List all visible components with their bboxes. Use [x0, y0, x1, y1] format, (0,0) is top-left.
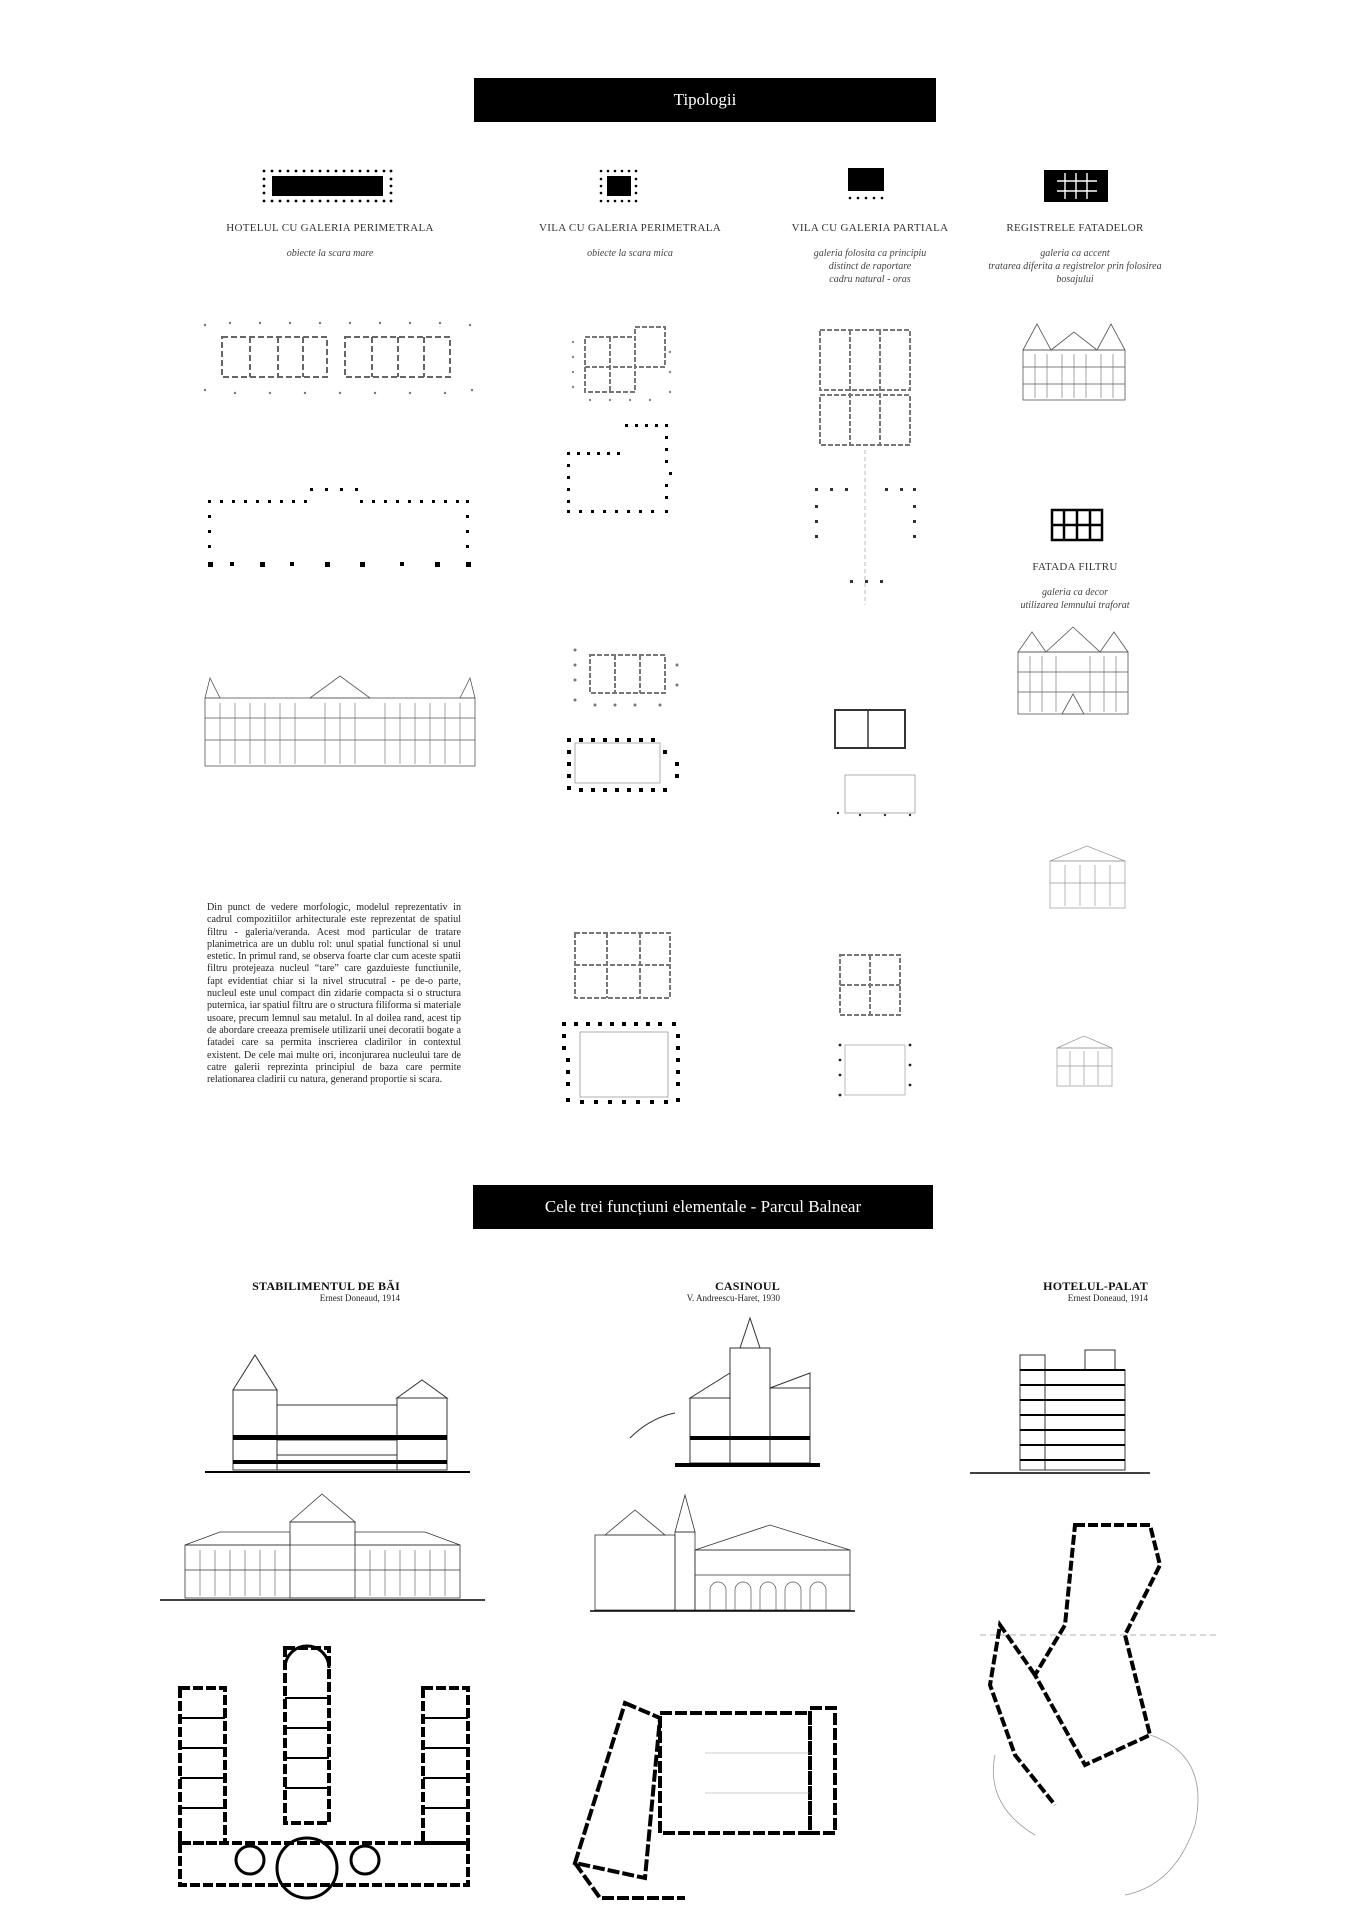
column-title-hotel: HOTELUL CU GALERIA PERIMETRALA: [226, 222, 434, 234]
villa-gallery-diagram-3: [560, 1020, 685, 1105]
facade-filter-icon: [1050, 508, 1104, 542]
column-title-villa-perimetral: VILA CU GALERIA PERIMETRALA: [539, 222, 721, 234]
building-author-casino: V. Andreescu-Haret, 1930: [686, 1293, 780, 1303]
building-author-hotel-palace: Ernest Doneaud, 1914: [1067, 1293, 1148, 1303]
section-title-functions: Cele trei funcțiuni elementale - Parcul Balnear: [473, 1185, 933, 1229]
casino-floor-plan: [565, 1693, 850, 1908]
column-subtitle-villa-partial-1: galeria folosita ca principiu: [813, 248, 927, 259]
villa-plan-3: [560, 925, 685, 1010]
column-subtitle-facade-1: galeria ca accent: [1040, 248, 1110, 259]
villa-facade-elevation-4: [1052, 1033, 1117, 1088]
column-subtitle-facade-2: tratarea diferita a registrelor prin folosirea: [988, 261, 1162, 272]
column-title-facade-registers: REGISTRELE FATADELOR: [1006, 222, 1144, 234]
villa-gallery-diagram-1: [565, 422, 675, 517]
building-author-baths: Ernest Doneaud, 1914: [319, 1293, 400, 1303]
section-title-tipologii: Tipologii: [474, 78, 936, 122]
column-subtitle-hotel: obiecte la scara mare: [286, 248, 374, 259]
column-title-villa-partial: VILA CU GALERIA PARTIALA: [791, 222, 949, 234]
column-subtitle-villa-partial-2: distinct de raportare: [828, 261, 912, 272]
hotel-palace-floor-plan: [975, 1505, 1225, 1905]
facade-filter-title: FATADA FILTRU: [1032, 561, 1118, 573]
villa-facade-elevation-3: [1045, 843, 1130, 911]
casino-elevation: [590, 1490, 855, 1615]
hotel-facade-elevation: [200, 668, 480, 768]
column-subtitle-villa-partial-3: cadru natural - oras: [829, 274, 911, 285]
villa-gallery-diagram-2: [565, 733, 685, 798]
baths-section: [205, 1350, 470, 1480]
building-title-baths: STABILIMENTUL DE BĂI: [252, 1279, 400, 1293]
morphology-paragraph: Din punct de vedere morfologic, modelul reprezentativ in cadrul compozitiilor arhitecturale este reprezentat de spatiul filtru - galeria/veranda. Acest mod particular de tratare planimetrica are un dublu rol: unul spatial functional si unul estetic. In primul rand, se observa foarte clar cum aceste spatii filtru protejeaza nucleul “tare” care gazduieste functiunile, fapt evidentiat chiar si la nivel strucutral - pe de-o parte, nucleul este unul compact din zidarie compacta si o structura puternica, iar spatiul filtru are o structura filiforma si materiale usoare, precum lemnul sau metalul. In al doilea rand, acest tip de abordare creeaza premisele utilizarii unei decoratii bogate a fatadei care sa permita inscrierea cladirilor in contextul existent. De cele mai multe ori, inconjurarea nucleului tare de catre galerii reprezinta principiul de baza care permite relationarea cladirii cu natura, generand proportie si scara.: [207, 902, 461, 1086]
hotel-gallery-icon: [260, 167, 395, 205]
facade-filter-subtitle-2: utilizarea lemnului traforat: [1020, 600, 1130, 611]
column-subtitle-villa-perimetral: obiecte la scara mica: [587, 248, 673, 259]
villa-gallery-icon: [598, 168, 640, 204]
baths-floor-plan: [175, 1628, 473, 1908]
facade-filter-subtitle-1: galeria ca decor: [1041, 587, 1109, 598]
villa-facade-elevation-1: [1015, 312, 1133, 402]
column-subtitle-facade-3: bosajului: [1056, 274, 1094, 285]
hotel-palace-section: [970, 1340, 1150, 1485]
building-title-hotel-palace: HOTELUL-PALAT: [1043, 1279, 1148, 1293]
villa-facade-elevation-2: [1012, 622, 1134, 720]
baths-elevation: [160, 1490, 485, 1605]
partial-villa-plan-3: [820, 950, 920, 1100]
casino-section: [630, 1318, 820, 1478]
hotel-floor-plan: [200, 315, 480, 400]
building-title-casino: CASINOUL: [715, 1279, 780, 1293]
partial-gallery-icon: [846, 166, 888, 202]
partial-villa-plan-2: [830, 705, 920, 815]
villa-plan-2: [565, 645, 685, 710]
facade-registers-icon: [1043, 169, 1109, 203]
partial-villa-plan: [810, 310, 920, 610]
hotel-gallery-diagram: [200, 480, 475, 570]
villa-plan-1: [565, 312, 675, 402]
